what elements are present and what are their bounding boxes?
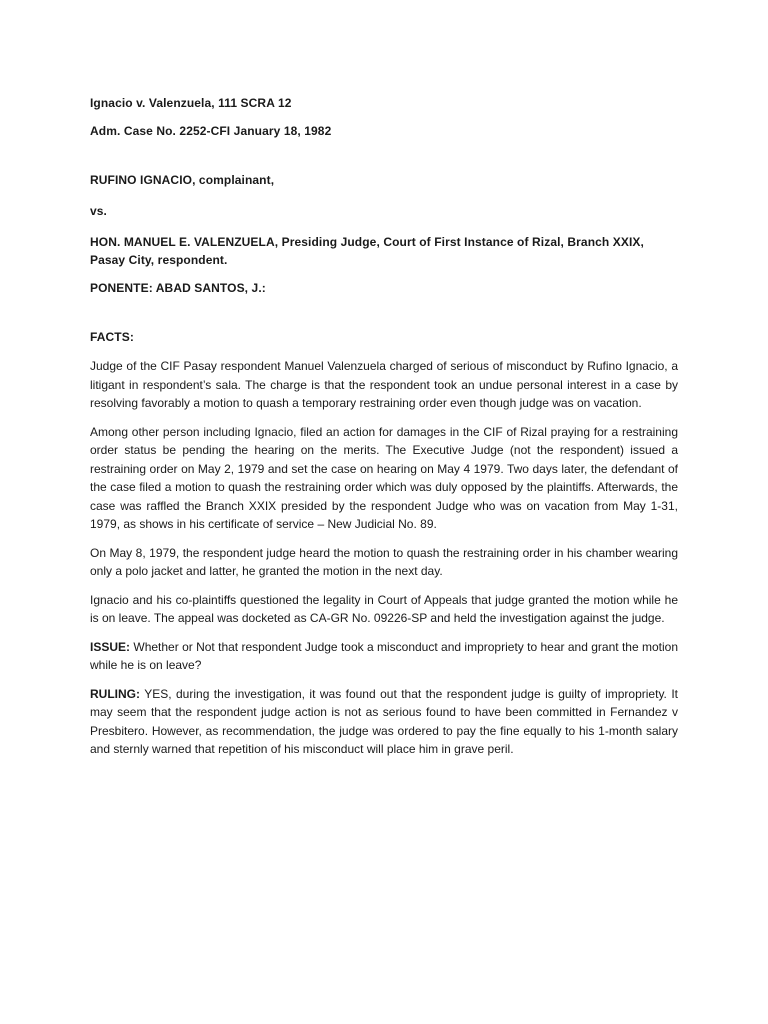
facts-paragraph: Judge of the CIF Pasay respondent Manuel Valenzuela charged of serious of misconduct by Rufino Ignacio, a litigant in respondent’s sala. The charge is that the respondent took an undue personal interest in a case by resolving favorably a motion to quash a temporary restraining order even though judge was on vacation. [90, 359, 678, 410]
facts-heading: FACTS: [90, 330, 134, 344]
issue-label: ISSUE: [90, 639, 131, 654]
issue-text: Whether or Not that respondent Judge took a misconduct and impropriety to hear and grant the motion while he is on leave? [90, 639, 678, 672]
facts-paragraph: On May 8, 1979, the respondent judge heard the motion to quash the restraining order in his chamber wearing only a polo jacket and latter, he granted the motion in the next day. [90, 545, 678, 578]
ponente-line: PONENTE: ABAD SANTOS, J.: [90, 281, 266, 295]
case-number: Adm. Case No. 2252-CFI January 18, 1982 [90, 124, 332, 138]
issue-paragraph [90, 638, 678, 675]
versus-line: vs. [90, 204, 107, 218]
ruling-paragraph [90, 685, 678, 759]
facts-paragraph: Ignacio and his co-plaintiffs questioned the legality in Court of Appeals that judge granted the motion while he is on leave. The appeal was docketed as CA-GR No. 09226-SP and held the investigation against the judge. [90, 592, 678, 625]
case-title: Ignacio v. Valenzuela, 111 SCRA 12 [90, 96, 292, 110]
ruling-text: YES, during the investigation, it was found out that the respondent judge is guilty of impropriety. It may seem that the respondent judge action is not as serious found to have been committed in Fernandez v Presbitero. However, as recommendation, the judge was ordered to pay the fine equally to his 1-month salary and sternly warned that repetition of his misconduct will place him in grave peril. [90, 686, 678, 756]
ruling-label: RULING: [90, 686, 140, 701]
facts-paragraph: Among other person including Ignacio, filed an action for damages in the CIF of Rizal praying for a restraining order status be pending the hearing on the merits. The Executive Judge (not the respondent) issued a restraining order on May 2, 1979 and set the case on hearing on May 4 1979. Two days later, the defendant of the case filed a motion to quash the restraining order which was duly opposed by the plaintiffs. Afterwards, the case was raffled the Branch XXIX presided by the respondent Judge who was on vacation from May 1-31, 1979, as shows in his certificate of service – New Judicial No. 89. [90, 424, 678, 531]
complainant-line: RUFINO IGNACIO, complainant, [90, 173, 275, 187]
respondent-line: HON. MANUEL E. VALENZUELA, Presiding Judge, Court of First Instance of Rizal, Branch XXIX, Pasay City, respondent. [90, 235, 644, 267]
